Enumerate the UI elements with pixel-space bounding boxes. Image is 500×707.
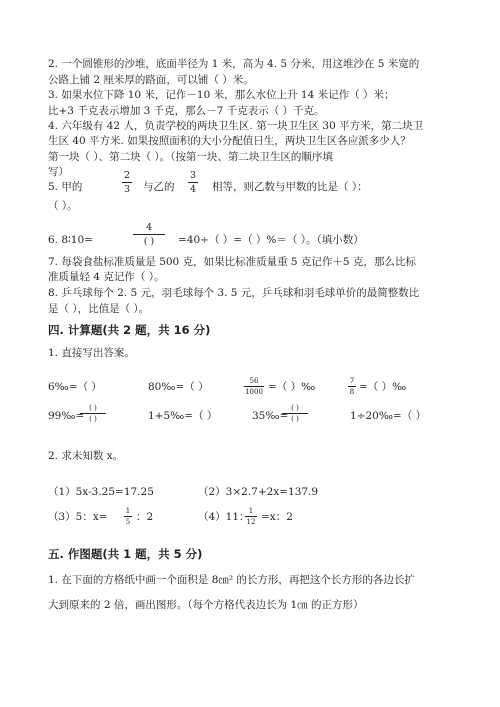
calc-r2c3-fraction	[282, 404, 308, 423]
section4-title: 四. 计算题(共 2 题，共 16 分)	[48, 323, 211, 337]
equation-4-rest: =x：2	[261, 511, 293, 523]
q5-line2: （ ）。	[48, 200, 78, 212]
q5-fraction-2	[188, 170, 198, 195]
calc-r2c1-label: 99‰=	[48, 410, 85, 422]
q6-suffix: =40÷（ ）=（ ）%＝（ ）。（填小数）	[178, 234, 364, 246]
calc-r2c3-den: ( )	[291, 415, 299, 423]
q7-line1: 7. 每袋食盐标准质量是 500 克，如果比标准质量重 5 克记作＋5 克，那么比标	[48, 256, 416, 268]
q2-line1: 2. 一个圆锥形的沙堆，底面半径为 1 米，高为 4. 5 分米，用这堆沙在 5 米宽的	[48, 58, 420, 70]
q8-line2: 是（ ），比值是（ ）。	[48, 303, 150, 315]
calc-r2c1-fraction	[80, 404, 106, 423]
q6-frac-den: ( )	[143, 236, 155, 247]
equation-3-den: 5	[125, 518, 131, 526]
section4-sub1: 1. 直接写出答案。	[48, 347, 135, 359]
q5-frac1-num: 2	[123, 170, 131, 181]
equation-2: （2）3×2.7+2x=137.9	[198, 486, 319, 498]
q3-line2: 比+3 千克表示增加 3 千克，那么－7 千克表示（ ）千克。	[48, 105, 325, 117]
calc-r1c4-fraction	[348, 377, 356, 396]
calc-r1c3-den: 1000	[245, 388, 263, 396]
equation-3-rest: ：2	[136, 511, 154, 523]
q5-mid: 与乙的	[143, 181, 175, 193]
calc-r1c4-den: 8	[349, 388, 355, 396]
q4-line4: 写）	[48, 166, 69, 178]
q7-line2: 准质量轻 4 克记作（ ）。	[48, 271, 165, 283]
equation-3-fraction	[124, 507, 132, 526]
q2-line2: 公路上铺 2 厘米厚的路面，可以铺（ ）米。	[48, 74, 254, 86]
q5-frac1-den: 3	[123, 184, 131, 195]
section4-sub2: 2. 求未知数 x。	[48, 450, 124, 462]
q4-line1: 4. 六年级有 42 人，负责学校的两块卫生区. 第一块卫生区 30 平方米，第二块卫	[48, 120, 424, 132]
calc-r1c3-fraction	[244, 377, 264, 396]
q4-line3: 第一块（ ）、第二块（ ）。（按第一块、第二块卫生区的顺序填	[48, 151, 333, 163]
equation-4-num: 1	[248, 507, 254, 515]
calc-r2c3-label: 35‰=	[252, 410, 289, 422]
calc-r2c4: 1÷20‰=（ ）	[350, 410, 427, 422]
q5-prefix: 5. 甲的	[48, 181, 83, 193]
calc-r1c4-num: 7	[349, 377, 355, 385]
equation-3-label: （3）5：x=	[48, 511, 108, 523]
calc-r1c4-rest: =（ ）‰	[359, 381, 407, 393]
q6-fraction	[133, 222, 165, 247]
q5-frac2-num: 3	[189, 170, 197, 181]
equation-4-den: 12	[246, 518, 256, 526]
equation-1: （1）5x-3.25=17.25	[48, 486, 154, 498]
calc-r1c3-rest: =（ ）‰	[268, 381, 316, 393]
section5-line1: 1. 在下面的方格纸中画一个面积是 8㎝² 的长方形，再把这个长方形的各边长扩	[48, 574, 415, 586]
equation-4-fraction	[245, 507, 257, 526]
calc-r2c3-num: ( )	[291, 404, 299, 412]
equation-4-label: （4）11：	[198, 511, 250, 523]
section5-title: 五. 作图题(共 1 题，共 5 分)	[48, 547, 203, 561]
q3-line1: 3. 如果水位下降 10 米，记作－10 米，那么水位上升 14 米记作（ ）米；	[48, 89, 395, 101]
calc-r2c2: 1+5‰=（ ）	[148, 410, 218, 422]
section5-line2: 大到原来的 2 倍，画出图形。（每个方格代表边长为 1㎝ 的正方形）	[48, 599, 364, 611]
calc-r2c1-num: ( )	[89, 404, 97, 412]
calc-r1c1: 6‰=（ ）	[48, 381, 102, 393]
calc-r2c1-den: ( )	[89, 415, 97, 423]
equation-3-num: 1	[125, 507, 131, 515]
q5-suffix: 相等，则乙数与甲数的比是（ ）：	[212, 181, 368, 193]
q6-prefix: 6. 8∶10=	[48, 234, 93, 246]
calc-r1c2: 80‰=（ ）	[148, 381, 209, 393]
calc-r1c3-num: 56	[249, 377, 259, 385]
q6-frac-num: 4	[145, 222, 153, 233]
q5-frac2-den: 4	[189, 184, 197, 195]
q8-line1: 8. 乒乓球每个 2. 5 元，羽毛球每个 3. 5 元，乒乓球和羽毛球单价的最简整数比	[48, 287, 420, 299]
q5-fraction-1	[122, 170, 132, 195]
q4-line2: 生区 40 平方米. 如果按照面积的大小分配值日生，两块卫生区各应派多少人？	[48, 135, 411, 147]
